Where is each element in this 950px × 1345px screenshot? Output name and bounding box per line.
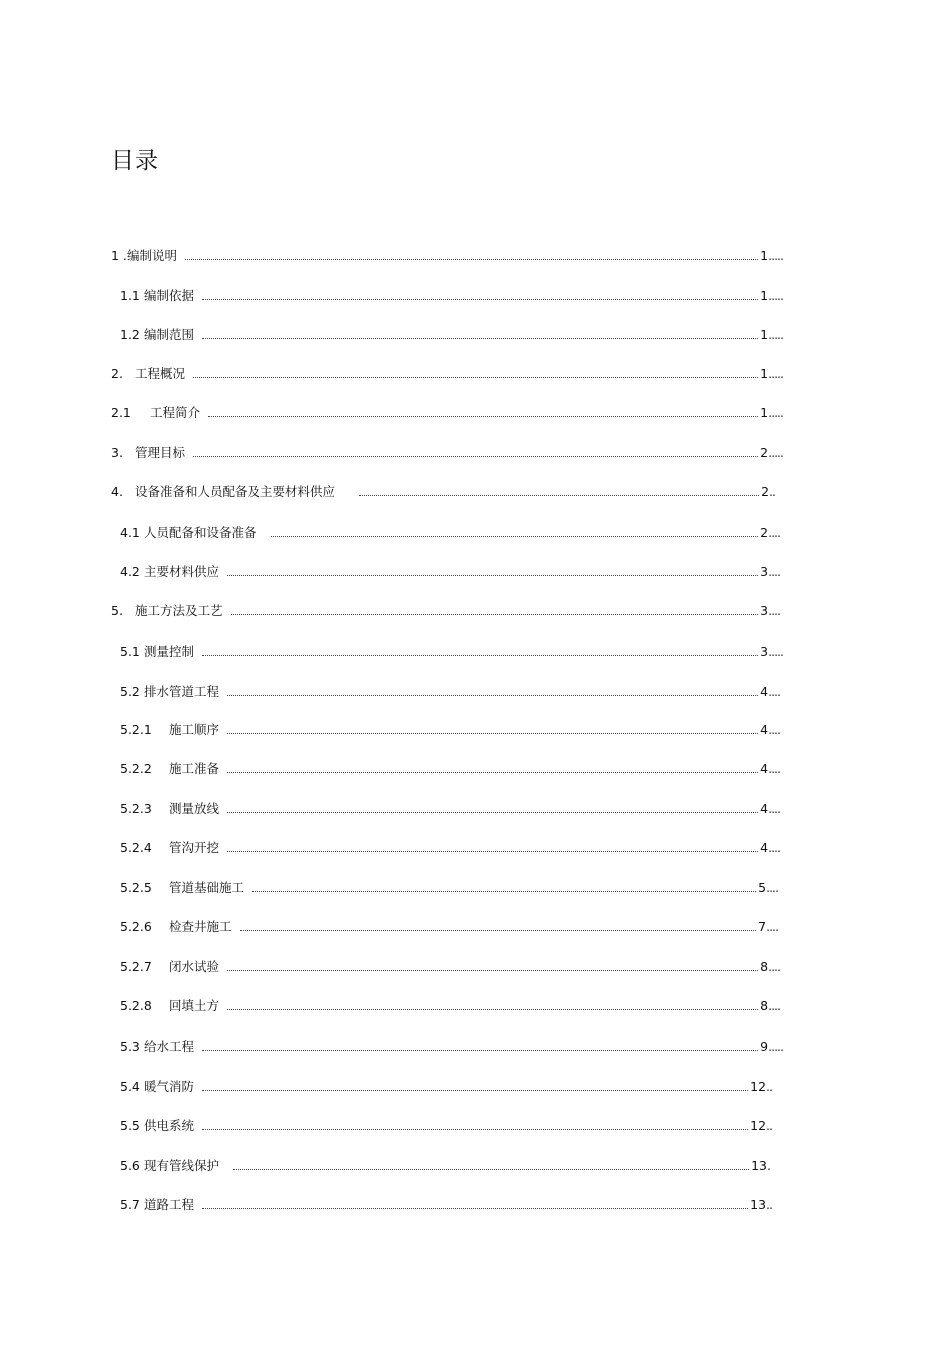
toc-dot-leader	[185, 259, 758, 260]
toc-entry-number: 5.2.2	[120, 761, 152, 776]
toc-entry-5-2-5[interactable]	[120, 876, 778, 896]
toc-entry-5-7[interactable]	[120, 1193, 772, 1213]
toc-entry-tail: ....	[768, 801, 780, 816]
toc-entry-tail: ..	[769, 484, 775, 499]
toc-entry-tail: ....	[768, 525, 780, 540]
toc-entry-page: 4	[760, 840, 769, 855]
toc-entry-page: 3	[760, 564, 769, 579]
toc-entry-tail: .....	[768, 405, 783, 420]
toc-entry-5-2-1[interactable]	[120, 718, 780, 738]
toc-entry-number: 4.	[111, 484, 123, 499]
toc-entry-tail: ....	[768, 722, 780, 737]
toc-dot-leader	[202, 299, 758, 300]
toc-dot-leader	[193, 456, 758, 457]
toc-entry-number: 5.3	[120, 1039, 140, 1054]
toc-entry-5-1[interactable]	[120, 640, 783, 660]
toc-title: 目录	[111, 148, 159, 174]
toc-entry-number: 5.2.8	[120, 998, 152, 1013]
toc-entry-text: 供电系统	[144, 1118, 195, 1133]
toc-entry-tail: .....	[768, 288, 783, 303]
toc-dot-leader	[202, 1129, 748, 1130]
toc-entry-tail: ....	[768, 564, 780, 579]
toc-entry-tail: ....	[766, 919, 778, 934]
toc-entry-2-1[interactable]	[111, 401, 783, 421]
toc-dot-leader	[252, 891, 756, 892]
toc-entry-text: 编制依据	[144, 288, 195, 303]
toc-dot-leader	[193, 377, 758, 378]
toc-entry-tail: .....	[768, 1039, 783, 1054]
toc-entry-text: 施工顺序	[169, 722, 220, 737]
toc-entry-3[interactable]	[111, 441, 783, 461]
toc-entry-text: 给水工程	[144, 1039, 195, 1054]
toc-entry-tail: ..	[766, 1197, 772, 1212]
toc-entry-tail: ....	[768, 684, 780, 699]
toc-entry-5-2-8[interactable]	[120, 994, 780, 1014]
toc-entry-page: 4	[760, 722, 769, 737]
toc-dot-leader	[202, 338, 758, 339]
toc-entry-text: 施工准备	[169, 761, 220, 776]
toc-entry-page: 9	[760, 1039, 769, 1054]
toc-entry-page: 13	[750, 1197, 767, 1212]
toc-entry-text: 现有管线保护	[144, 1158, 220, 1173]
toc-entry-number: 5.6	[120, 1158, 140, 1173]
toc-dot-leader	[227, 970, 758, 971]
toc-entry-text: 编制说明	[127, 248, 178, 263]
toc-entry-page: 4	[760, 801, 769, 816]
toc-dot-leader	[227, 575, 758, 576]
toc-entry-5-6[interactable]	[120, 1154, 770, 1174]
toc-entry-page: 8	[760, 959, 769, 974]
toc-entry-tail: .	[767, 1158, 770, 1173]
toc-entry-tail: .....	[768, 327, 783, 342]
toc-entry-page: 1	[760, 248, 769, 263]
toc-entry-number: 5.1	[120, 644, 140, 659]
toc-entry-tail: ....	[766, 880, 778, 895]
toc-entry-number: 5.2.1	[120, 722, 152, 737]
toc-entry-tail: .....	[768, 248, 783, 263]
toc-entry-text: 施工方法及工艺	[135, 603, 223, 618]
toc-entry-number: 4.1	[120, 525, 140, 540]
toc-entry-page: 1	[760, 405, 769, 420]
toc-dot-leader	[202, 1208, 748, 1209]
toc-entry-text: 工程概况	[135, 366, 186, 381]
toc-entry-tail: .....	[768, 366, 783, 381]
toc-entry-5-2-4[interactable]	[120, 836, 780, 856]
toc-entry-5-2-3[interactable]	[120, 797, 780, 817]
toc-entry-number: 5.2.6	[120, 919, 152, 934]
toc-entry-5-2-6[interactable]	[120, 915, 778, 935]
toc-entry-text: 暖气消防	[144, 1079, 195, 1094]
toc-dot-leader	[231, 614, 759, 615]
toc-entry-text: 测量放线	[169, 801, 220, 816]
toc-entry-page: 1	[760, 366, 769, 381]
toc-entry-text: 管沟开挖	[169, 840, 220, 855]
toc-entry-text: 闭水试验	[169, 959, 220, 974]
toc-entry-2[interactable]	[111, 362, 783, 382]
toc-entry-tail: .....	[768, 644, 783, 659]
toc-entry-tail: ....	[768, 840, 780, 855]
toc-entry-1-2[interactable]	[120, 323, 783, 343]
toc-entry-number: 5.4	[120, 1079, 140, 1094]
toc-entry-page: 4	[760, 761, 769, 776]
toc-entry-tail: ....	[768, 761, 780, 776]
toc-entry-number: 2.	[111, 366, 123, 381]
toc-dot-leader	[227, 772, 758, 773]
toc-entry-page: 8	[760, 998, 769, 1013]
toc-entry-number: 3.	[111, 445, 123, 460]
toc-entry-page: 3	[760, 644, 769, 659]
toc-dot-leader	[227, 812, 758, 813]
toc-entry-tail: ....	[768, 959, 780, 974]
toc-entry-tail: ..	[766, 1079, 772, 1094]
toc-entry-page: 12	[750, 1079, 767, 1094]
toc-entry-number: 5.2.7	[120, 959, 152, 974]
toc-entry-5-2[interactable]	[120, 680, 780, 700]
toc-dot-leader	[202, 1050, 758, 1051]
toc-entry-text: 检查井施工	[169, 919, 232, 934]
toc-entry-4-1[interactable]	[120, 521, 780, 541]
toc-entry-text: 主要材料供应	[144, 564, 220, 579]
toc-entry-page: 4	[760, 684, 769, 699]
toc-entry-page: 1	[760, 327, 769, 342]
toc-entry-page: 13	[751, 1158, 768, 1173]
toc-entry-number: 5.2.3	[120, 801, 152, 816]
toc-entry-5-4[interactable]	[120, 1075, 772, 1095]
toc-entry-text: 工程简介	[150, 405, 201, 420]
toc-entry-page: 1	[760, 288, 769, 303]
toc-entry-5-2-7[interactable]	[120, 955, 780, 975]
toc-entry-page: 2	[760, 445, 769, 460]
toc-entry-text: 管理目标	[135, 445, 186, 460]
toc-dot-leader	[227, 851, 758, 852]
toc-entry-text: 排水管道工程	[144, 684, 220, 699]
toc-dot-leader	[359, 495, 759, 496]
toc-entry-text: 回填土方	[169, 998, 220, 1013]
toc-entry-tail: ....	[768, 603, 780, 618]
toc-entry-tail: ....	[768, 998, 780, 1013]
toc-entry-number: 5.5	[120, 1118, 140, 1133]
toc-dot-leader	[227, 695, 758, 696]
toc-entry-number: 1 .	[111, 248, 127, 263]
toc-entry-number: 5.2	[120, 684, 140, 699]
toc-entry-text: 设备准备和人员配备及主要材料供应	[135, 484, 336, 499]
toc-entry-text: 编制范围	[144, 327, 195, 342]
toc-entry-5-5[interactable]	[120, 1114, 772, 1134]
toc-entry-tail: .....	[768, 445, 783, 460]
toc-entry-number: 5.2.4	[120, 840, 152, 855]
toc-dot-leader	[271, 536, 759, 537]
toc-entry-text: 测量控制	[144, 644, 195, 659]
toc-entry-page: 5	[758, 880, 767, 895]
toc-entry-page: 2	[760, 525, 769, 540]
toc-entry-number: 5.	[111, 603, 123, 618]
toc-dot-leader	[227, 1009, 758, 1010]
toc-entry-4-2[interactable]	[120, 560, 780, 580]
toc-entry-text: 道路工程	[144, 1197, 195, 1212]
toc-entry-number: 5.2.5	[120, 880, 152, 895]
toc-entry-number: 4.2	[120, 564, 140, 579]
toc-entry-5-2-2[interactable]	[120, 757, 780, 777]
toc-entry-5-3[interactable]	[120, 1035, 783, 1055]
toc-dot-leader	[202, 655, 758, 656]
toc-dot-leader	[202, 1090, 748, 1091]
toc-dot-leader	[208, 416, 758, 417]
toc-entry-number: 1.1	[120, 288, 140, 303]
toc-dot-leader	[240, 930, 757, 931]
toc-entry-number: 5.7	[120, 1197, 140, 1212]
toc-entry-1-1[interactable]	[120, 284, 783, 304]
toc-dot-leader	[227, 733, 758, 734]
toc-entry-text: 管道基础施工	[169, 880, 245, 895]
toc-dot-leader	[233, 1169, 749, 1170]
toc-entry-text: 人员配备和设备准备	[144, 525, 257, 540]
toc-entry-4[interactable]	[111, 480, 775, 500]
toc-entry-number: 2.1	[111, 405, 131, 420]
toc-entry-page: 3	[760, 603, 769, 618]
toc-entry-1[interactable]	[111, 244, 783, 264]
toc-entry-page: 2	[761, 484, 770, 499]
toc-entry-5[interactable]	[111, 599, 780, 619]
toc-entry-page: 7	[758, 919, 767, 934]
toc-entry-page: 12	[750, 1118, 767, 1133]
toc-entry-tail: ..	[766, 1118, 772, 1133]
toc-entry-number: 1.2	[120, 327, 140, 342]
